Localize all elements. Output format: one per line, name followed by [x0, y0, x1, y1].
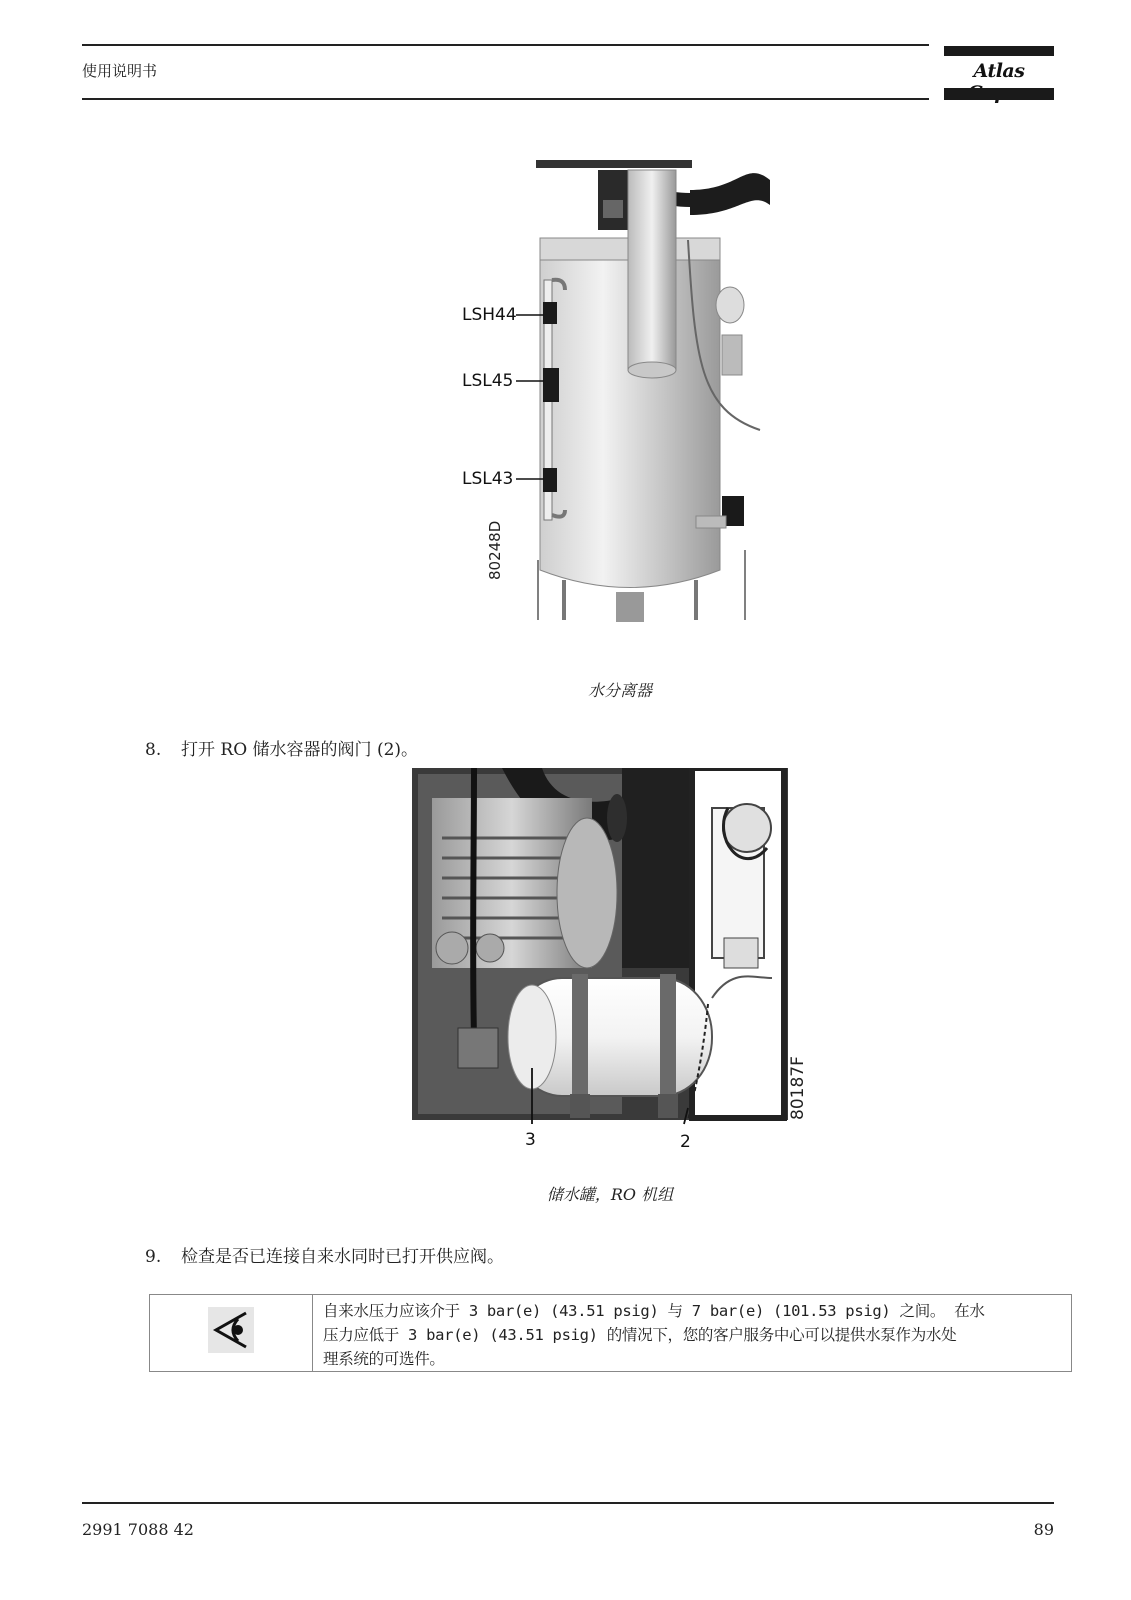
- eye-icon: [208, 1307, 254, 1353]
- ro-tank-figure: [412, 768, 832, 1168]
- step-8-number: 8.: [145, 740, 162, 760]
- note-icon-cell: [150, 1295, 313, 1371]
- step-8-text: 打开 RO 储水容器的阀门 (2)。: [181, 740, 419, 760]
- logo-bar-bottom: [944, 88, 1054, 100]
- step-9-number: 9.: [145, 1247, 162, 1267]
- note-line: 自来水压力应该介于 3 bar(e) (43.51 psig) 与 7 bar(e) (101.53 psig) 之间。 在水: [323, 1302, 985, 1320]
- header-title: 使用说明书: [82, 62, 158, 80]
- footer-rule: [82, 1502, 1054, 1504]
- figure2-code: 80187F: [788, 1056, 808, 1120]
- brand-logo: [944, 46, 1054, 100]
- footer-doc-number: 2991 7088 42: [82, 1520, 194, 1539]
- header-bottom-rule: [82, 98, 929, 100]
- callout-2: 2: [680, 1132, 691, 1152]
- footer-page-number: 89: [1033, 1520, 1054, 1539]
- logo-bar-top: [944, 46, 1054, 56]
- note-text: [313, 1295, 1071, 1371]
- step-9: [145, 1242, 504, 1267]
- note-line: 压力应低于 3 bar(e) (43.51 psig) 的情况下，您的客户服务中心可以提供水泵作为水处: [323, 1326, 957, 1344]
- callout-3: 3: [525, 1130, 536, 1150]
- step-9-text: 检查是否已连接自来水同时已打开供应阀。: [181, 1247, 504, 1267]
- note-box: [149, 1294, 1072, 1372]
- label-lsl45: LSL45: [462, 371, 514, 391]
- figure2-caption: 储水罐，RO 机组: [546, 1185, 674, 1204]
- figure1-caption: 水分离器: [587, 681, 652, 700]
- water-separator-figure: [440, 160, 770, 640]
- ro-tank-drawing: [412, 768, 832, 1128]
- logo-text: Atlas: [973, 60, 1025, 82]
- step-8: [145, 735, 418, 760]
- header-top-rule: [82, 44, 929, 46]
- figure1-code: 80248D: [486, 520, 504, 580]
- note-line: 理系统的可选件。: [323, 1350, 445, 1368]
- label-lsh44: LSH44: [462, 305, 517, 325]
- label-lsl43: LSL43: [462, 469, 514, 489]
